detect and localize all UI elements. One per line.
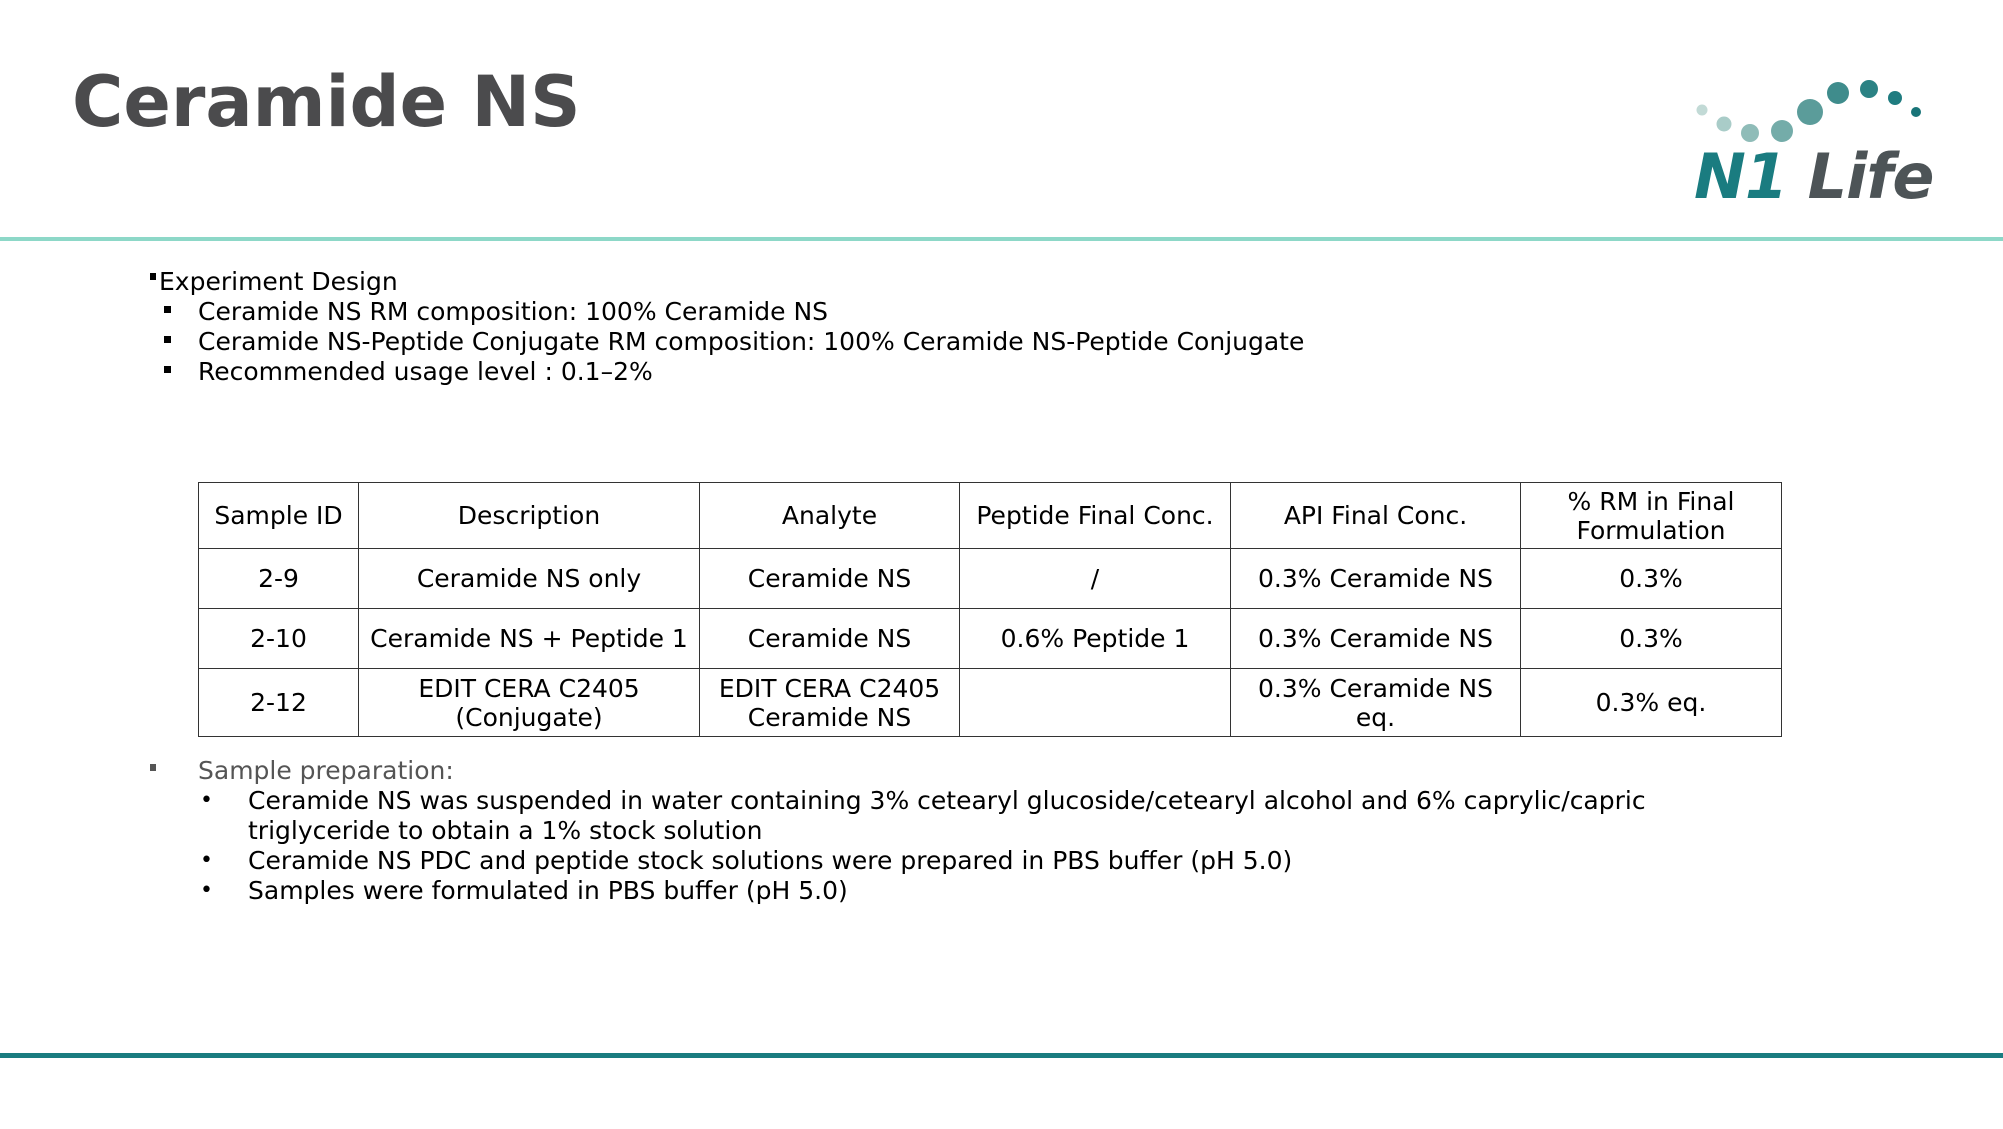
table-cell: 0.6% Peptide 1 [960,609,1231,669]
table-cell: Ceramide NS [700,549,960,609]
round-bullet-icon: • [200,848,213,873]
list-item-text: Recommended usage level : 0.1–2% [198,357,653,386]
logo-dot [1771,120,1793,142]
table-cell: EDIT CERA C2405 Ceramide NS [700,669,960,737]
column-header: % RM in Final Formulation [1521,483,1782,549]
list-item-text: Ceramide NS-Peptide Conjugate RM composition: 100% Ceramide NS-Peptide Conjugate [198,327,1305,356]
round-bullet-icon: • [200,878,213,903]
table-cell: 0.3% eq. [1521,669,1782,737]
header-divider [0,237,2003,241]
table-cell: 0.3% [1521,609,1782,669]
table-cell: Ceramide NS + Peptide 1 [359,609,700,669]
table-cell: 0.3% Ceramide NS [1231,609,1521,669]
n1-life-logo [1690,76,1934,216]
square-bullet-icon [150,273,156,280]
square-bullet-icon [164,306,171,313]
round-bullet-icon: • [200,788,213,813]
table-row [199,669,1782,737]
table-cell: 0.3% [1521,549,1782,609]
logo-n1-text: N1 [1694,140,1788,213]
list-item-text: Samples were formulated in PBS buffer (pH 5.0) [248,876,848,905]
column-header: Peptide Final Conc. [960,483,1231,549]
slide-title: Ceramide NS [72,61,581,143]
square-bullet-icon [164,366,171,373]
logo-dots-arc [1690,76,1930,146]
footer-divider [0,1053,2003,1058]
logo-wordmark [1694,142,1933,212]
list-item-text: Ceramide NS PDC and peptide stock solutions were prepared in PBS buffer (pH 5.0) [248,846,1293,875]
table-cell: Ceramide NS [700,609,960,669]
preparation-heading-text: Sample preparation: [198,756,454,785]
table-cell: 0.3% Ceramide NS [1231,549,1521,609]
column-header: Sample ID [199,483,359,549]
column-header: API Final Conc. [1231,483,1521,549]
list-item-text: Ceramide NS RM composition: 100% Ceramide NS [198,297,829,326]
table-row [199,609,1782,669]
table-header-row [199,483,1782,549]
experiment-heading-text: Experiment Design [159,267,398,296]
logo-dot [1797,99,1823,125]
logo-dot [1888,91,1902,105]
table-cell: 2-12 [199,669,359,737]
column-header: Description [359,483,700,549]
list-item-text: Ceramide NS was suspended in water containing 3% cetearyl glucoside/cetearyl alcohol and 6% caprylic/capric triglyceride to obtain a 1% stock solution [248,786,1646,845]
logo-dot [1697,105,1708,116]
column-header: Analyte [700,483,960,549]
logo-life-text: Life [1807,140,1934,213]
table-cell: 2-9 [199,549,359,609]
table-cell: / [960,549,1231,609]
samples-table [198,482,1782,737]
logo-dot [1717,117,1732,132]
logo-dot [1827,82,1849,104]
table-cell: 0.3% Ceramide NS eq. [1231,669,1521,737]
table-cell: 2-10 [199,609,359,669]
logo-dot [1860,80,1878,98]
logo-dot [1911,107,1921,117]
table-row [199,549,1782,609]
table-cell: EDIT CERA C2405 (Conjugate) [359,669,700,737]
table-cell: Ceramide NS only [359,549,700,609]
square-bullet-icon [150,764,156,771]
square-bullet-icon [164,336,171,343]
table-cell [960,669,1231,737]
